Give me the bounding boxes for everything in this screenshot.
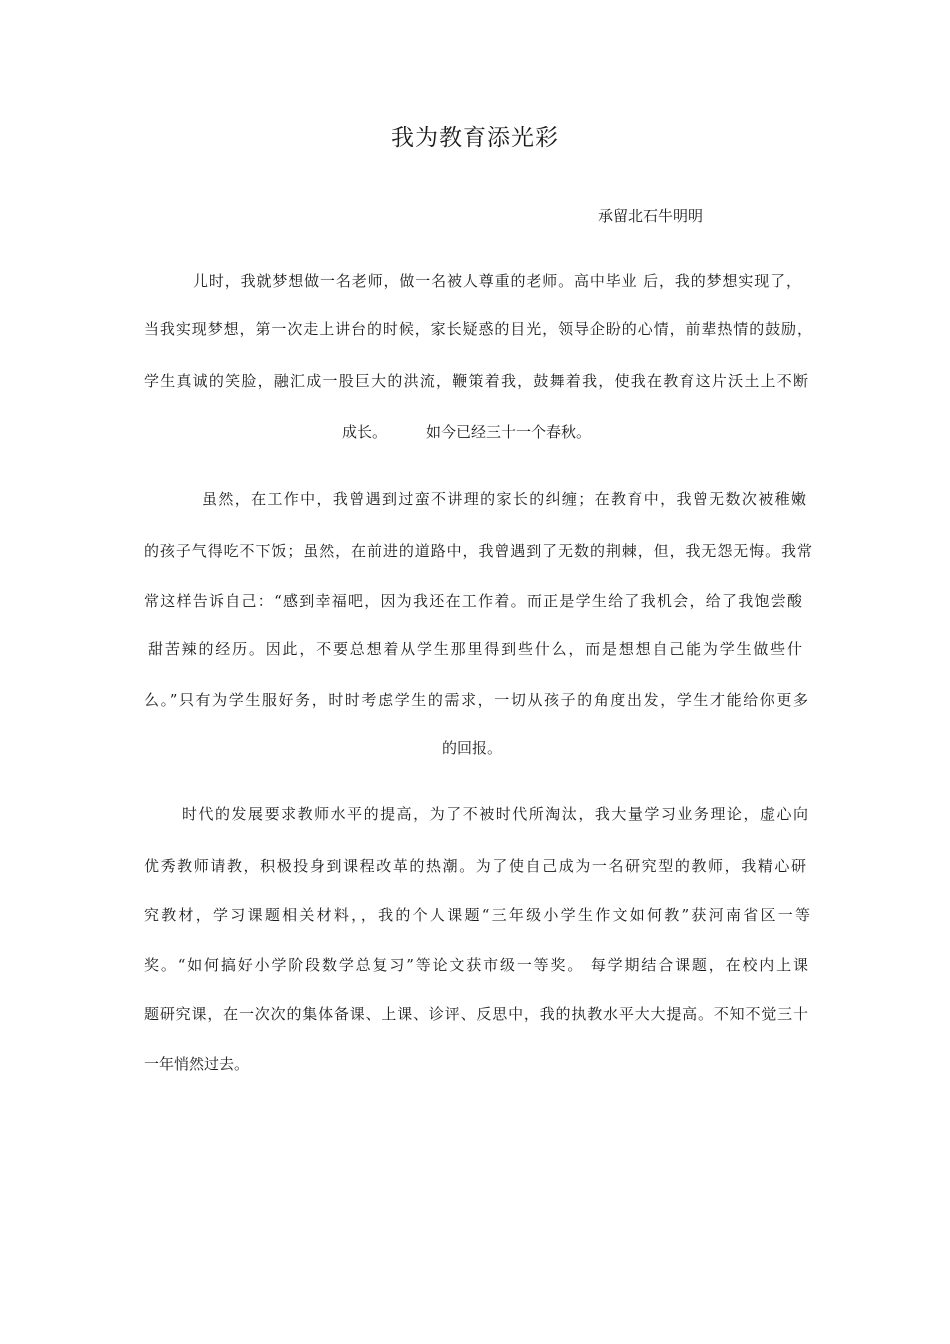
paragraph-line: 的孩子气得吃不下饭；虽然，在前进的道路中，我曾遇到了无数的荆棘，但，我无怨无悔。我常: [144, 542, 812, 560]
paragraph-line: 么。”只有为学生服好务，时时考虑学生的需求，一切从孩子的角度出发，学生才能给你更多: [144, 691, 808, 709]
paragraph-line: 甜苦辣的经历。因此，不要总想着从学生那里得到些什么，而是想想自己能为学生做些什: [148, 640, 802, 658]
paragraph-line: 常这样告诉自己：“感到幸福吧，因为我还在工作着。而正是学生给了我机会，给了我饱尝酸: [144, 592, 802, 610]
paragraph-line: 儿时，我就梦想做一名老师，做一名被人尊重的老师。高中毕业 后，我的梦想实现了，: [193, 272, 801, 290]
paragraph-line: 奖。“如何搞好小学阶段数学总复习”等论文获市级一等奖。 每学期结合课题，在校内上课: [144, 956, 808, 974]
paragraph-line: 虽然，在工作中，我曾遇到过蛮不讲理的家长的纠缠；在教育中，我曾无数次被稚嫩: [202, 490, 806, 508]
paragraph-line: 题研究课，在一次次的集体备课、上课、诊评、反思中，我的执教水平大大提高。不知不觉三十: [144, 1005, 808, 1023]
author-name: 承留北石牛明明: [598, 207, 704, 225]
paragraph-line: 如今已经三十一个春秋。: [426, 423, 592, 441]
paragraph-line: 时代的发展要求教师水平的提高，为了不被时代所淘汰，我大量学习业务理论，虚心向: [182, 805, 808, 823]
paragraph-line: 当我实现梦想，第一次走上讲台的时候，家长疑惑的目光，领导企盼的心情，前辈热情的鼓励，: [144, 320, 812, 338]
paragraph-line: 学生真诚的笑脸，融汇成一股巨大的洪流，鞭策着我，鼓舞着我，使我在教育这片沃土上不断: [144, 372, 808, 390]
paragraph-line: 的回报。: [442, 739, 503, 757]
paragraph-line: 优秀教师请教，积极投身到课程改革的热潮。为了使自己成为一名研究型的教师，我精心研: [144, 857, 806, 875]
paragraph-line: 成长。: [342, 423, 388, 441]
paragraph-line: 一年悄然过去。: [144, 1055, 250, 1073]
document-title: 我为教育添光彩: [391, 125, 559, 151]
paragraph-line: 究教材，学习课题相关材料，，我的个人课题“三年级小学生作文如何教”获河南省区一等: [144, 906, 810, 924]
